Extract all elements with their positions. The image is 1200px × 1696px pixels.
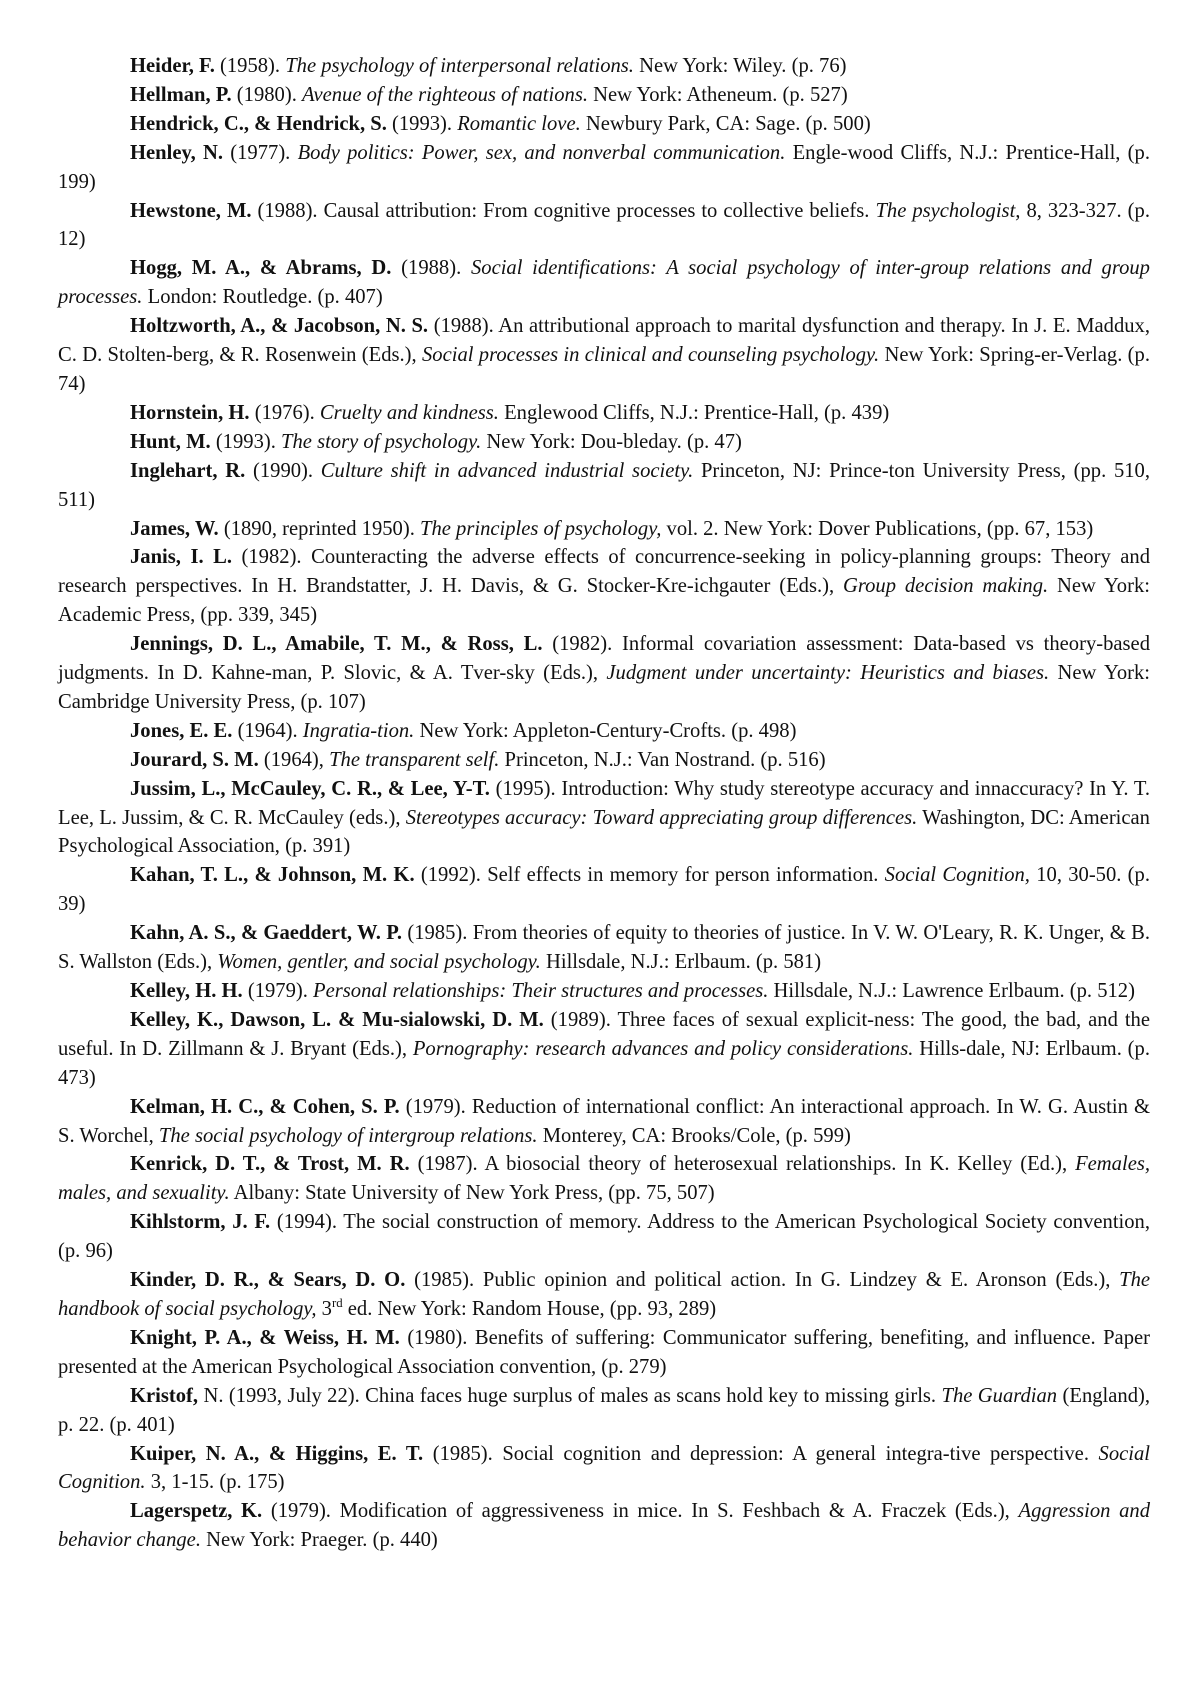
reference-entry bbox=[58, 81, 1150, 110]
reference-text: (1985). From theories of equity to theories of justice. In V. W. O'Leary, R. K. Unger, & B. S. Wallston (Eds.), bbox=[58, 922, 1150, 974]
reference-text: (1988). An attributional approach to marital dysfunction and therapy. In J. E. Maddux, C. D. Stolten-berg, & R. Rosenwein (Eds.), bbox=[58, 315, 1150, 367]
reference-entry bbox=[58, 52, 1150, 81]
reference-author: Hewstone, M. bbox=[130, 199, 252, 222]
reference-source: 10, 30-50. (p. 39) bbox=[58, 864, 1150, 916]
reference-source: New York: Praeger. (p. 440) bbox=[200, 1529, 438, 1552]
reference-title: The social psychology of intergroup relations. bbox=[158, 1124, 538, 1147]
reference-author: Jennings, D. L., Amabile, T. M., & Ross, L. bbox=[130, 633, 543, 656]
reference-text: (1982). Informal covariation assessment: Data-based vs theory-based judgments. In D. Kahne-man, P. Slovic, & A. Tver-sky (Eds.), bbox=[58, 633, 1150, 685]
reference-entry bbox=[58, 1324, 1150, 1382]
reference-text: (1994). The social construction of memory. Address to the American Psychological Society convention, (p. 96) bbox=[58, 1211, 1151, 1263]
reference-author: Hornstein, H. bbox=[130, 401, 250, 424]
reference-author: Lagerspetz, K. bbox=[130, 1500, 263, 1523]
reference-text: (1995). Introduction: Why study stereotype accuracy and innaccuracy? In Y. T. Lee, L. Jussim, & C. R. McCauley (eds.), bbox=[58, 777, 1151, 829]
reference-text: (1964), bbox=[258, 748, 330, 771]
reference-author: Kahan, T. L., & Johnson, M. K. bbox=[130, 864, 415, 887]
reference-text: (1982). Counteracting the adverse effects of concurrence-seeking in policy-planning groups: Theory and research perspectives. In H. Brandstatter, J. H. Davis, & G. Stocker-Kre-ichgauter (Eds.), bbox=[58, 546, 1150, 598]
reference-text: (1988). bbox=[391, 257, 471, 280]
reference-entry bbox=[58, 312, 1150, 399]
reference-text: (1958). bbox=[214, 55, 286, 77]
reference-entry bbox=[58, 746, 1150, 775]
reference-text: (1980). bbox=[231, 83, 303, 106]
reference-source: Albany: State University of New York Press, (pp. 75, 507) bbox=[229, 1182, 715, 1205]
reference-text: (1976). bbox=[249, 401, 320, 424]
reference-entry bbox=[58, 775, 1150, 862]
reference-source: New York: Dou-bleday. (p. 47) bbox=[481, 430, 742, 453]
reference-author: Knight, P. A., & Weiss, H. M. bbox=[130, 1326, 400, 1349]
reference-author: Hellman, P. bbox=[130, 83, 232, 106]
reference-title: Romantic love. bbox=[457, 112, 581, 135]
ordinal-superscript: rd bbox=[331, 1296, 343, 1311]
reference-source: London: Routledge. (p. 407) bbox=[142, 286, 383, 309]
reference-title: Aggression and behavior change. bbox=[58, 1500, 1150, 1552]
reference-author: Holtzworth, A., & Jacobson, N. S. bbox=[130, 315, 429, 338]
reference-author: Inglehart, R. bbox=[130, 459, 246, 482]
reference-author: Hogg, M. A., & Abrams, D. bbox=[130, 257, 392, 280]
reference-source: 8, 323-327. (p. 12) bbox=[58, 199, 1150, 251]
reference-text: (1977). bbox=[223, 141, 298, 164]
reference-source: Hillsdale, N.J.: Erlbaum. (p. 581) bbox=[540, 951, 822, 974]
reference-source: Newbury Park, CA: Sage. (p. 500) bbox=[580, 112, 871, 135]
reference-entry bbox=[58, 1266, 1150, 1324]
reference-author: Jussim, L., McCauley, C. R., & Lee, Y-T. bbox=[130, 777, 490, 800]
reference-author: Kelman, H. C., & Cohen, S. P. bbox=[130, 1095, 400, 1118]
reference-source: Washington, DC: American Psychological Association, (p. 391) bbox=[58, 806, 1150, 858]
reference-title: Females, males, and sexuality. bbox=[58, 1153, 1150, 1205]
reference-author: Hendrick, C., & Hendrick, S. bbox=[130, 112, 387, 135]
reference-entry bbox=[58, 1150, 1150, 1208]
reference-title: The transparent self. bbox=[329, 748, 500, 771]
reference-text: (1987). A biosocial theory of heterosexual relationships. In K. Kelley (Ed.), bbox=[409, 1153, 1076, 1176]
reference-author: Kenrick, D. T., & Trost, M. R. bbox=[130, 1153, 410, 1176]
reference-source: (England), p. 22. (p. 401) bbox=[58, 1384, 1150, 1436]
reference-title: The psychologist, bbox=[875, 199, 1021, 222]
reference-entry bbox=[58, 1006, 1150, 1093]
reference-text: (1890, reprinted 1950). bbox=[218, 517, 420, 540]
reference-title: Body politics: Power, sex, and nonverbal communication. bbox=[297, 141, 786, 164]
reference-author: Heider, F. bbox=[130, 55, 215, 77]
reference-title: Cruelty and kindness. bbox=[319, 401, 499, 424]
reference-source: Englewood Cliffs, N.J.: Prentice-Hall, (p. 439) bbox=[498, 401, 890, 424]
reference-author: Kelley, K., Dawson, L. & Mu-sialowski, D. M. bbox=[130, 1008, 544, 1031]
reference-text: (1979). Modification of aggressiveness in mice. In S. Feshbach & A. Fraczek (Eds.), bbox=[262, 1500, 1019, 1523]
reference-author: Kuiper, N. A., & Higgins, E. T. bbox=[130, 1442, 424, 1465]
reference-entry bbox=[58, 254, 1150, 312]
reference-entry bbox=[58, 919, 1150, 977]
reference-title: Social identifications: A social psychology of inter-group relations and group processes. bbox=[58, 257, 1150, 309]
reference-entry bbox=[58, 977, 1150, 1006]
reference-author: Kristof, bbox=[130, 1384, 199, 1407]
reference-author: Kihlstorm, J. F. bbox=[130, 1211, 271, 1234]
reference-source: New York: Atheneum. (p. 527) bbox=[588, 83, 848, 106]
reference-title: The story of psychology. bbox=[281, 430, 482, 453]
reference-text: (1985). Public opinion and political action. In G. Lindzey & E. Aronson (Eds.), bbox=[405, 1269, 1120, 1292]
reference-author: Henley, N. bbox=[130, 141, 224, 164]
reference-text: (1990). bbox=[245, 459, 321, 482]
reference-entry bbox=[58, 717, 1150, 746]
reference-author: Hunt, M. bbox=[130, 430, 211, 453]
reference-entry bbox=[58, 630, 1150, 717]
reference-source: New York: Appleton-Century-Crofts. (p. 498) bbox=[414, 719, 797, 742]
reference-title: The handbook of social psychology, bbox=[58, 1269, 1150, 1320]
reference-source-continued: ed. New York: Random House, (pp. 93, 289) bbox=[342, 1297, 717, 1320]
reference-list bbox=[58, 52, 1150, 1555]
reference-title: The psychology of interpersonal relations. bbox=[285, 55, 634, 77]
reference-title: Ingratia-tion. bbox=[302, 719, 415, 742]
reference-title: Personal relationships: Their structures and processes. bbox=[313, 980, 769, 1002]
reference-author: Kahn, A. S., & Gaeddert, W. P. bbox=[130, 922, 403, 945]
reference-title: Culture shift in advanced industrial society. bbox=[320, 459, 694, 482]
reference-entry bbox=[58, 110, 1150, 139]
reference-title: Avenue of the righteous of nations. bbox=[302, 83, 589, 106]
reference-source: Princeton, N.J.: Van Nostrand. (p. 516) bbox=[499, 748, 826, 771]
reference-text: (1993). bbox=[386, 112, 458, 135]
reference-source: 3, 1-15. (p. 175) bbox=[145, 1471, 285, 1494]
reference-source: vol. 2. New York: Dover Publications, (pp. 67, 153) bbox=[661, 517, 1094, 540]
reference-author: James, W. bbox=[130, 517, 219, 540]
reference-text: (1979). Reduction of international conflict: An interactional approach. In W. G. Austin & S. Worchel, bbox=[58, 1095, 1150, 1147]
reference-source: Engle-wood Cliffs, N.J.: Prentice-Hall, (p. 199) bbox=[58, 141, 1150, 193]
reference-title: Women, gentler, and social psychology. bbox=[217, 951, 541, 974]
reference-entry bbox=[58, 1208, 1150, 1266]
reference-source: Hillsdale, N.J.: Lawrence Erlbaum. (p. 512) bbox=[768, 980, 1135, 1002]
reference-entry bbox=[58, 1497, 1150, 1555]
reference-title: Social Cognition, bbox=[884, 864, 1030, 887]
reference-entry bbox=[58, 457, 1150, 515]
reference-text: (1989). Three faces of sexual explicit-ness: The good, the bad, and the useful. In D. Zillmann & J. Bryant (Eds.), bbox=[58, 1008, 1150, 1060]
reference-source: Monterey, CA: Brooks/Cole, (p. 599) bbox=[537, 1124, 851, 1147]
reference-source: Hills-dale, NJ: Erlbaum. (p. 473) bbox=[58, 1037, 1150, 1089]
reference-author: Kelley, H. H. bbox=[130, 980, 243, 1002]
reference-entry bbox=[58, 515, 1150, 544]
reference-author: Jones, E. E. bbox=[130, 719, 233, 742]
reference-title: The Guardian bbox=[941, 1384, 1058, 1407]
reference-source: 3 bbox=[316, 1297, 332, 1320]
reference-author: Janis, I. L. bbox=[130, 546, 233, 569]
reference-source: New York: Wiley. (p. 76) bbox=[633, 55, 847, 77]
reference-source: Princeton, NJ: Prince-ton University Press, (pp. 510, 511) bbox=[58, 459, 1150, 511]
reference-source: New York: Spring-er-Verlag. (p. 74) bbox=[58, 344, 1150, 395]
reference-title: Group decision making. bbox=[843, 575, 1049, 598]
reference-text: (1985). Social cognition and depression: A general integra-tive perspective. bbox=[423, 1442, 1099, 1465]
reference-title: Social Cognition. bbox=[58, 1442, 1150, 1494]
reference-entry bbox=[58, 197, 1150, 255]
reference-entry bbox=[58, 1440, 1150, 1498]
reference-entry bbox=[58, 1382, 1150, 1440]
reference-entry bbox=[58, 399, 1150, 428]
reference-entry bbox=[58, 861, 1150, 919]
reference-text: (1964). bbox=[232, 719, 303, 742]
reference-text: (1993). bbox=[210, 430, 282, 453]
reference-entry bbox=[58, 1093, 1150, 1151]
reference-text: (1980). Benefits of suffering: Communicator suffering, benefiting, and influence. Paper presented at the American Psychological Association convention, (p. 279) bbox=[58, 1326, 1150, 1378]
reference-entry bbox=[58, 543, 1150, 630]
reference-title: Judgment under uncertainty: Heuristics and biases. bbox=[606, 662, 1050, 685]
reference-source: New York: Cambridge University Press, (p. 107) bbox=[58, 662, 1150, 713]
reference-title: The principles of psychology, bbox=[420, 517, 662, 540]
reference-text: N. (1993, July 22). China faces huge surplus of males as scans hold key to missing girls. bbox=[198, 1384, 942, 1407]
reference-title: Pornography: research advances and policy considerations. bbox=[412, 1037, 914, 1060]
reference-title: Social processes in clinical and counseling psychology. bbox=[422, 344, 880, 367]
reference-author: Jourard, S. M. bbox=[130, 748, 259, 771]
reference-title: Stereotypes accuracy: Toward appreciating group differences. bbox=[405, 806, 918, 829]
reference-text: (1992). Self effects in memory for person information. bbox=[414, 864, 885, 887]
reference-text: (1988). Causal attribution: From cognitive processes to collective beliefs. bbox=[251, 199, 876, 222]
reference-entry bbox=[58, 139, 1150, 197]
reference-entry bbox=[58, 428, 1150, 457]
reference-source: New York: Academic Press, (pp. 339, 345) bbox=[58, 575, 1150, 627]
reference-text: (1979). bbox=[242, 980, 314, 1002]
reference-author: Kinder, D. R., & Sears, D. O. bbox=[130, 1269, 406, 1292]
